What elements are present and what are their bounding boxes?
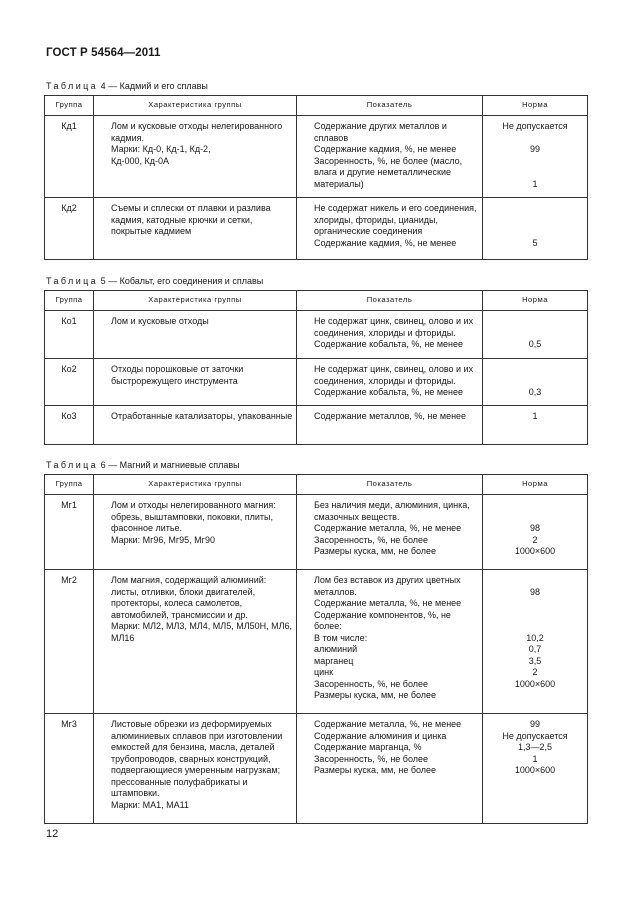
table4-label: Таблица bbox=[46, 81, 99, 91]
char-cell bbox=[94, 495, 297, 570]
col-char-header: Характеристика группы bbox=[94, 475, 297, 495]
indicator-cell bbox=[297, 495, 483, 570]
group-cell: Мг1 bbox=[45, 495, 94, 570]
col-group-header: Группа bbox=[45, 475, 94, 495]
table-row bbox=[45, 406, 588, 445]
table4-caption bbox=[46, 81, 208, 91]
col-norm-header: Норма bbox=[483, 475, 588, 495]
norm-value: 98 bbox=[529, 586, 540, 597]
indicator-text: Размеры куска, мм, не более bbox=[314, 690, 437, 700]
char-cell bbox=[94, 570, 297, 714]
indicator-text: Содержание металла, %, не менее bbox=[314, 523, 462, 533]
table-row bbox=[45, 570, 588, 714]
indicator-text: Содержание кобальта, %, не менее bbox=[314, 387, 464, 397]
indicator-text: В том числе: bbox=[314, 632, 368, 643]
col-char-header: Характеристика группы bbox=[94, 96, 297, 116]
table-row bbox=[45, 495, 588, 570]
indicator-text: Не содержат никель и его соединения, хлориды, фториды, цианиды, органические соединения bbox=[314, 203, 477, 236]
indicator-text: Без наличия меди, алюминия, цинка, смазочных веществ. bbox=[314, 500, 470, 522]
indicator-text: Засоренность, %, не более bbox=[314, 534, 429, 545]
table6-caption-text: 6 — Магний и магниевые сплавы bbox=[98, 460, 240, 470]
table-header-row bbox=[45, 475, 588, 495]
table4 bbox=[44, 95, 588, 260]
col-char-header: Характеристика группы bbox=[94, 291, 297, 311]
indicator-text: алюминий bbox=[314, 644, 358, 654]
table6-label: Таблица bbox=[46, 460, 99, 470]
table5-caption bbox=[46, 276, 263, 286]
norm-value: 2 bbox=[532, 667, 538, 677]
group-cell: Кд2 bbox=[45, 198, 94, 260]
indicator-text: Содержание металла, %, не менее bbox=[314, 719, 462, 729]
char-text: Марки: Кд-0, Кд-1, Кд-2, bbox=[111, 144, 211, 154]
indicator-text: марганец bbox=[314, 655, 354, 666]
char-cell bbox=[94, 198, 297, 260]
norm-cell bbox=[483, 570, 588, 714]
norm-value: 1000×600 bbox=[514, 678, 556, 689]
indicator-cell bbox=[297, 116, 483, 198]
char-text: Марки: МЛ2, МЛ3, МЛ4, МЛ5, МЛ50Н, МЛ6, МЛ16 bbox=[111, 621, 293, 643]
char-cell bbox=[94, 359, 297, 406]
table6-caption bbox=[46, 460, 240, 470]
indicator-text: Содержание кобальта, %, не менее bbox=[314, 339, 464, 349]
table5-label: Таблица bbox=[46, 276, 99, 286]
norm-value: 0,7 bbox=[528, 644, 542, 654]
norm-value: 99 bbox=[529, 719, 540, 729]
indicator-text: Размеры куска, мм, не более bbox=[314, 765, 437, 775]
group-cell: Кд1 bbox=[45, 116, 94, 198]
indicator-text: Не содержат цинк, свинец, олово и их соединения, хлориды и фториды. bbox=[314, 316, 474, 338]
char-text: Кд-000, Кд-0А bbox=[111, 155, 170, 166]
char-text: Лом и кусковые отходы bbox=[111, 316, 209, 326]
norm-value: 98 bbox=[529, 523, 540, 533]
char-text: Марки: Мг96, Мг95, Мг90 bbox=[111, 534, 215, 545]
norm-value: 5 bbox=[532, 237, 538, 248]
indicator-text: Не содержат цинк, свинец, олово и их соединения, хлориды и фториды. bbox=[314, 364, 474, 386]
norm-value: 99 bbox=[529, 144, 540, 154]
norm-value: Не допускается bbox=[502, 730, 568, 741]
norm-value: 1 bbox=[532, 178, 538, 189]
indicator-cell bbox=[297, 198, 483, 260]
col-group-header: Группа bbox=[45, 96, 94, 116]
indicator-cell bbox=[297, 714, 483, 824]
norm-value: 10,2 bbox=[526, 632, 544, 643]
char-text: Отработанные катализаторы, упакованные bbox=[111, 411, 293, 421]
indicator-text: Засоренность, %, не более bbox=[314, 753, 429, 764]
char-text: Съемы и сплески от плавки и разлива кадмия, катодные крючки и сетки, покрытые кадмием bbox=[111, 203, 271, 236]
col-indicator-header: Показатель bbox=[297, 475, 483, 495]
char-text: Лом и кусковые отходы нелегированного кадмия. bbox=[111, 121, 283, 143]
col-group-header: Группа bbox=[45, 291, 94, 311]
norm-cell bbox=[483, 495, 588, 570]
indicator-text: цинк bbox=[314, 667, 334, 677]
document-header: ГОСТ Р 54564—2011 bbox=[46, 47, 161, 59]
indicator-text: Содержание металла, %, не менее bbox=[314, 598, 462, 608]
group-cell: Мг2 bbox=[45, 570, 94, 714]
indicator-cell bbox=[297, 311, 483, 359]
norm-value: 0,5 bbox=[528, 339, 542, 349]
page-number: 12 bbox=[46, 828, 59, 840]
char-text: Листовые обрезки из деформируемых алюминиевых сплавов при изготовлении емкостей для бензина, масла, деталей трубопроводов, сварных конструкций, подвергающиеся умеренным нагрузкам; прессованные полуфабрикаты и штамповки. bbox=[111, 719, 283, 798]
indicator-text: Засоренность, %, не более (масло, влага и другие неметаллические материалы) bbox=[314, 155, 463, 189]
group-cell: Ко2 bbox=[45, 359, 94, 406]
indicator-text: Содержание компонентов, %, не более: bbox=[314, 609, 451, 631]
group-cell: Мг3 bbox=[45, 714, 94, 824]
norm-value: Не допускается bbox=[502, 121, 568, 131]
norm-cell bbox=[483, 198, 588, 260]
col-indicator-header: Показатель bbox=[297, 291, 483, 311]
char-text: Лом магния, содержащий алюминий: листы, отливки, блоки двигателей, протекторы, колеса самолетов, автомобилей, трансмиссии и др. bbox=[111, 575, 267, 620]
table-header-row bbox=[45, 96, 588, 116]
table-row bbox=[45, 198, 588, 260]
char-text: Лом и отходы нелегированного магния: обрезь, выштамповки, поковки, плиты, фасонное литье. bbox=[111, 500, 276, 533]
indicator-text: Содержание марганца, % bbox=[314, 742, 422, 752]
group-cell: Ко3 bbox=[45, 406, 94, 445]
indicator-text: Лом без вставок из других цветных металлов. bbox=[314, 575, 461, 597]
indicator-cell bbox=[297, 406, 483, 445]
group-cell: Ко1 bbox=[45, 311, 94, 359]
table-row bbox=[45, 714, 588, 824]
norm-value: 1 bbox=[532, 411, 538, 421]
char-cell bbox=[94, 406, 297, 445]
indicator-cell bbox=[297, 359, 483, 406]
norm-value: 0,3 bbox=[528, 387, 542, 397]
char-cell bbox=[94, 714, 297, 824]
indicator-text: Засоренность, %, не более bbox=[314, 678, 429, 689]
indicator-text: Содержание кадмия, %, не менее bbox=[314, 144, 457, 154]
norm-cell bbox=[483, 311, 588, 359]
norm-value: 2 bbox=[532, 534, 538, 545]
indicator-text: Содержание кадмия, %, не менее bbox=[314, 237, 457, 248]
table5 bbox=[44, 290, 588, 445]
indicator-text: Содержание других металлов и сплавов bbox=[314, 121, 447, 143]
col-norm-header: Норма bbox=[483, 291, 588, 311]
col-indicator-header: Показатель bbox=[297, 96, 483, 116]
col-norm-header: Норма bbox=[483, 96, 588, 116]
indicator-text: Содержание алюминия и цинка bbox=[314, 730, 447, 741]
indicator-text: Размеры куска, мм, не более bbox=[314, 546, 437, 556]
table-row bbox=[45, 359, 588, 406]
char-cell bbox=[94, 116, 297, 198]
char-cell bbox=[94, 311, 297, 359]
norm-cell bbox=[483, 116, 588, 198]
char-text: Отходы порошковые от заточки быстрорежущего инструмента bbox=[111, 364, 244, 386]
norm-value: 1000×600 bbox=[514, 765, 556, 775]
norm-cell bbox=[483, 714, 588, 824]
indicator-cell bbox=[297, 570, 483, 714]
norm-value: 1,3—2,5 bbox=[517, 742, 553, 752]
table5-caption-text: 5 — Кобальт, его соединения и сплавы bbox=[98, 276, 264, 286]
norm-value: 1000×600 bbox=[514, 546, 556, 556]
norm-value: 1 bbox=[532, 753, 538, 764]
table6 bbox=[44, 474, 588, 824]
table-header-row bbox=[45, 291, 588, 311]
norm-cell bbox=[483, 406, 588, 445]
table-row bbox=[45, 116, 588, 198]
table-row bbox=[45, 311, 588, 359]
indicator-text: Содержание металлов, %, не менее bbox=[314, 411, 467, 421]
norm-cell bbox=[483, 359, 588, 406]
norm-value: 3,5 bbox=[528, 655, 542, 666]
table4-caption-text: 4 — Кадмий и его сплавы bbox=[98, 81, 208, 91]
char-text: Марки: МА1, МА11 bbox=[111, 799, 189, 810]
